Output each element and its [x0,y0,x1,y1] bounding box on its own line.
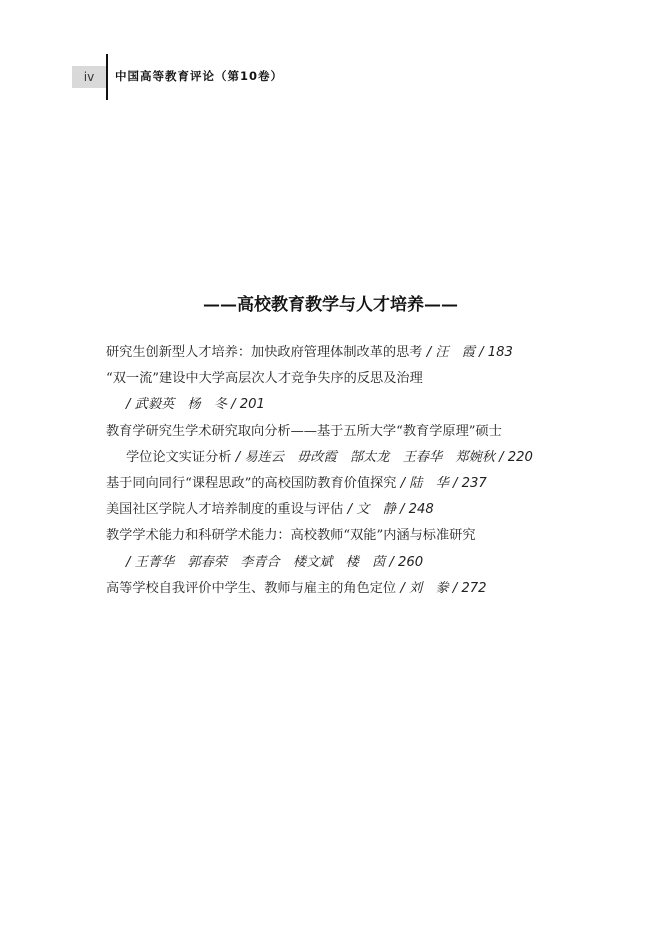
section-title: ——高校教育教学与人才培养—— [203,295,458,315]
toc-entry-author-page: / 刘 豢 / 272 [400,580,487,596]
page-number: iv [72,66,106,88]
toc-entry [106,471,576,497]
toc-entry-title: 基于同向同行“课程思政”的高校国防教育价值探究 [106,475,397,491]
toc-entry-title: 教学学术能力和科研学术能力：高校教师“双能”内涵与标准研究 [106,528,476,544]
toc-entry [106,576,576,602]
page-header [0,0,661,110]
toc-entry [106,366,576,392]
toc-entry-continuation [106,445,576,471]
toc-entry-continuation [106,550,576,576]
toc-entry-title: 研究生创新型人才培养：加快政府管理体制改革的思考 [106,345,423,360]
toc-entry-title: 高等学校自我评价中学生、教师与雇主的角色定位 [106,580,397,596]
toc-entry-title: “双一流”建设中大学高层次人才竞争失序的反思及治理 [106,371,423,387]
running-head: 中国高等教育评论（第10卷） [115,69,284,83]
toc-entry-title: 美国社区学院人才培养制度的重设与评估 [106,502,344,518]
table-of-contents [106,340,576,602]
toc-entry-continuation [106,392,576,418]
header-divider [106,54,108,100]
toc-entry-author-page: / 王菁华 郭春荣 李青合 楼文斌 楼 茵 / 260 [126,554,424,570]
toc-entry-author-page: / 汪 霞 / 183 [426,345,513,360]
toc-entry [106,523,576,549]
toc-entry [106,340,576,366]
toc-entry-author-page: / 易连云 毋改霞 郜太龙 王春华 郑婉秋 / 220 [235,449,533,465]
toc-entry-author-page: / 武毅英 杨 冬 / 201 [126,397,265,413]
toc-entry-title: 学位论文实证分析 [126,449,232,465]
toc-entry [106,497,576,523]
toc-entry-title: 教育学研究生学术研究取向分析——基于五所大学“教育学原理”硕士 [106,423,502,439]
toc-entry-author-page: / 文 静 / 248 [347,502,434,518]
toc-entry-author-page: / 陆 华 / 237 [400,475,487,491]
toc-entry [106,419,576,445]
